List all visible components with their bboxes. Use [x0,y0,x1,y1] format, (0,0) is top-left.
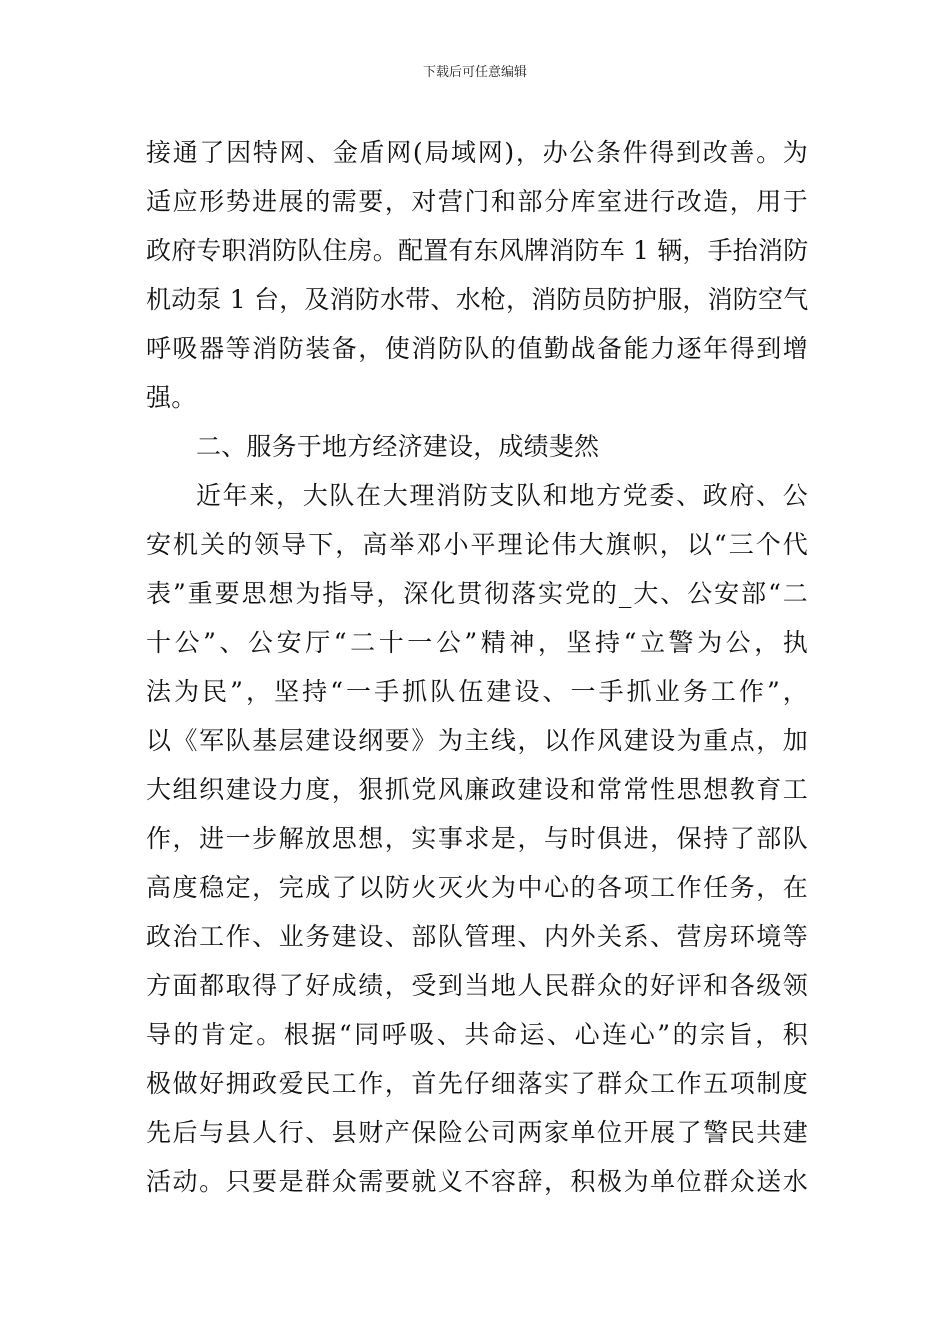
body-line: 安机关的领导下，高举邓小平理论伟大旗帜，以“三个代 [146,530,808,559]
body-line: 政治工作、业务建设、部队管理、内外关系、营房环境等 [146,922,808,951]
body-line: 十公”、公安厅“二十一公”精神，坚持“立警为公，执 [146,628,808,657]
body-line: 先后与县人行、县财产保险公司两家单位开展了警民共建 [146,1118,808,1147]
body-line: 政府专职消防队住房。配置有东风牌消防车 1 辆，手抬消防 [146,236,809,265]
body-line: 以《军队基层建设纲要》为主线，以作风建设为重点，加 [146,726,808,755]
body-line: 极做好拥政爱民工作，首先仔细落实了群众工作五项制度 [146,1069,808,1098]
body-line: 近年来，大队在大理消防支队和地方党委、政府、公 [196,481,808,510]
body-line: 机动泵 1 台，及消防水带、水枪，消防员防护服，消防空气 [146,285,809,314]
document-body [146,128,808,1206]
body-line: 作，进一步解放思想，实事求是，与时俱进，保持了部队 [146,824,808,853]
body-line: 活动。只要是群众需要就义不容辞，积极为单位群众送水 [146,1167,808,1196]
body-line: 接通了因特网、金盾网(局域网)，办公条件得到改善。为 [146,138,808,167]
body-line: 适应形势进展的需要，对营门和部分库室进行改造，用于 [146,187,808,216]
page-header: 下载后可任意编辑 [422,65,527,80]
body-line: 方面都取得了好成绩，受到当地人民群众的好评和各级领 [146,971,808,1000]
body-line: 表”重要思想为指导，深化贯彻落实党的_大、公安部“二 [146,579,808,608]
body-line: 强。 [146,383,197,412]
section-heading: 二、服务于地方经济建设，成绩斐然 [196,432,600,461]
body-line: 导的肯定。根据“同呼吸、共命运、心连心”的宗旨，积 [146,1020,808,1049]
body-line: 呼吸器等消防装备，使消防队的值勤战备能力逐年得到增 [146,334,808,363]
body-line: 法为民”，坚持“一手抓队伍建设、一手抓业务工作”， [146,677,808,706]
body-line: 大组织建设力度，狠抓党风廉政建设和常常性思想教育工 [146,775,808,804]
body-line: 高度稳定，完成了以防火灭火为中心的各项工作任务，在 [146,873,808,902]
